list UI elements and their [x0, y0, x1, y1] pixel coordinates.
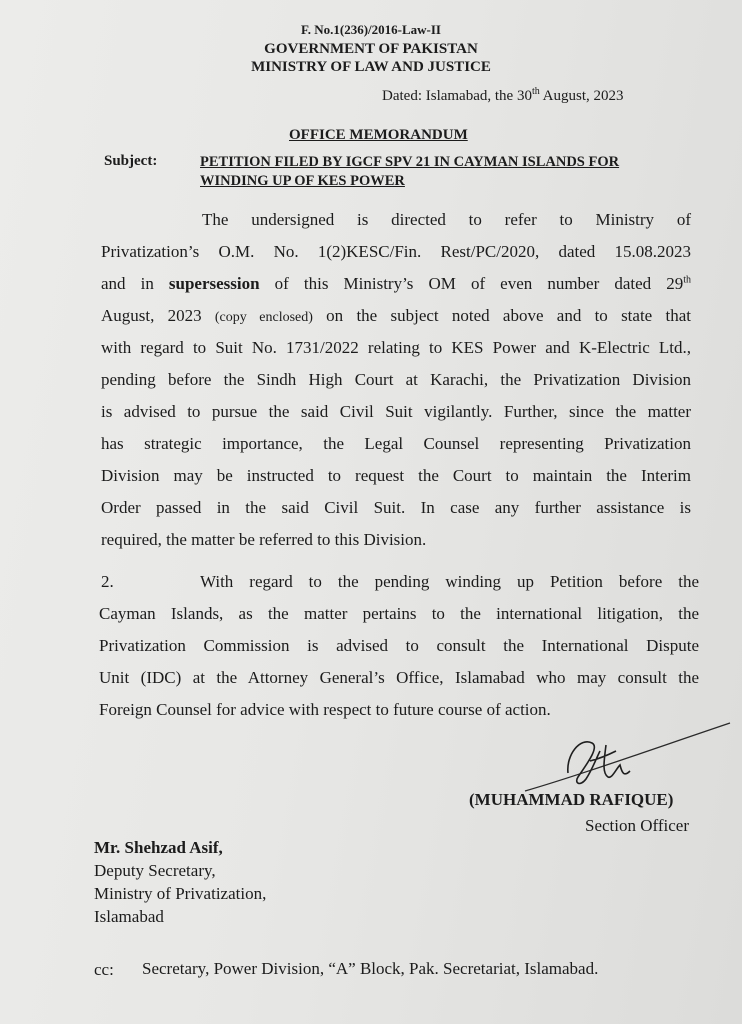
para1-line: The undersigned is directed to refer to Ministry of: [202, 210, 691, 229]
signatory-name: (MUHAMMAD RAFIQUE): [469, 790, 674, 809]
file-number: F. No.1(236)/2016-Law-II: [301, 22, 441, 37]
government-heading: GOVERNMENT OF PAKISTAN: [264, 41, 478, 57]
para2-number: 2.: [101, 572, 114, 591]
subject-label: Subject:: [104, 153, 158, 169]
para2-line: With regard to the pending winding up Petition before the: [200, 572, 699, 591]
para1-line: with regard to Suit No. 1731/2022 relating to KES Power and K-Electric Ltd.,: [101, 338, 691, 357]
subject-line-1: PETITION FILED BY IGCF SPV 21 IN CAYMAN ISLANDS FOR: [200, 154, 620, 170]
para1-line: August, 2023 (copy enclosed) on the subject noted above and to state that: [101, 306, 691, 325]
ministry-heading: MINISTRY OF LAW AND JUSTICE: [251, 59, 491, 75]
para1-line: Division may be instructed to request the Court to maintain the Interim: [101, 466, 691, 485]
para1-line: Privatization’s O.M. No. 1(2)KESC/Fin. Rest/PC/2020, dated 15.08.2023: [101, 242, 691, 261]
cc-recipient: Secretary, Power Division, “A” Block, Pak. Secretariat, Islamabad.: [142, 959, 599, 978]
subject-line-2: WINDING UP OF KES POWER: [200, 173, 405, 189]
paragraph-2: [99, 566, 699, 726]
para1-line: pending before the Sindh High Court at Karachi, the Privatization Division: [101, 370, 691, 389]
cc-label: cc:: [94, 960, 114, 979]
addressee-name: Mr. Shehzad Asif,: [94, 838, 223, 857]
addressee-org: Ministry of Privatization,: [94, 884, 267, 903]
para2-line: Foreign Counsel for advice with respect to future course of action.: [99, 700, 551, 719]
para1-line: Order passed in the said Civil Suit. In case any further assistance is: [101, 498, 691, 517]
signatory-designation: Section Officer: [585, 816, 690, 835]
para1-line: has strategic importance, the Legal Counsel representing Privatization: [101, 434, 691, 453]
dated-line: Dated: Islamabad, the 30th August, 2023: [382, 86, 624, 104]
para2-line: Privatization Commission is advised to consult the International Dispute: [99, 636, 699, 655]
paragraph-1: [101, 204, 691, 556]
para1-line: required, the matter be referred to this Division.: [101, 530, 427, 549]
para2-line: Cayman Islands, as the matter pertains to the international litigation, the: [99, 604, 699, 623]
para1-line: and in supersession of this Ministry’s OM of even number dated 29th: [101, 274, 691, 293]
addressee-city: Islamabad: [94, 907, 164, 926]
para1-line: is advised to pursue the said Civil Suit vigilantly. Further, since the matter: [101, 402, 691, 421]
memo-title: OFFICE MEMORANDUM: [289, 127, 468, 143]
para2-line: Unit (IDC) at the Attorney General’s Office, Islamabad who may consult the: [99, 668, 699, 687]
addressee-title: Deputy Secretary,: [94, 861, 216, 880]
